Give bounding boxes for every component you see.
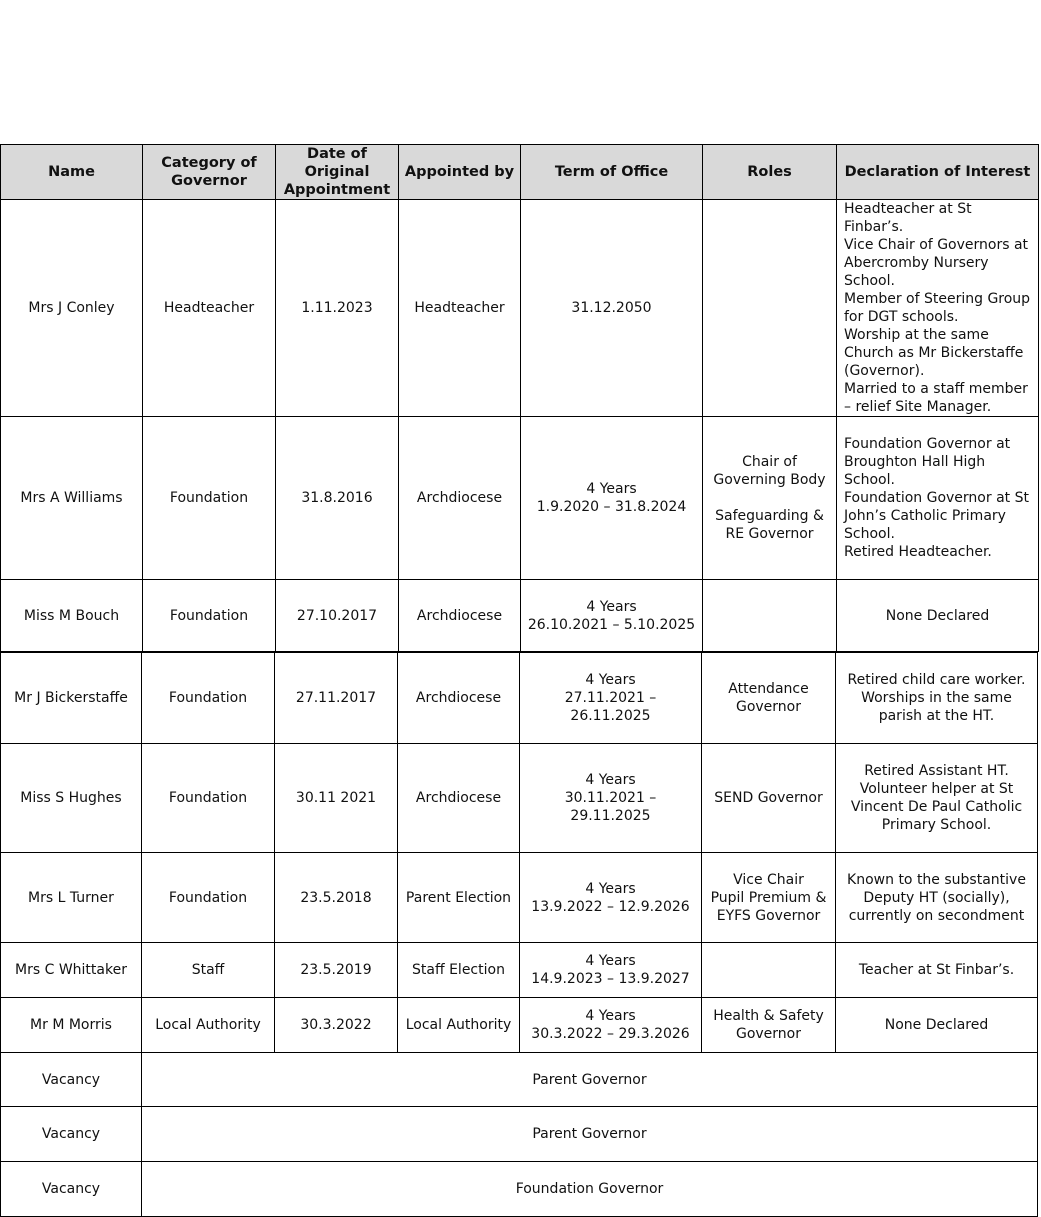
cell-appointed-by: Archdiocese: [399, 580, 521, 652]
cell-declaration: Retired Assistant HT. Volunteer helper at St Vincent De Paul Catholic Primary School.: [836, 744, 1038, 853]
cell-appointed-by: Local Authority: [398, 998, 520, 1053]
cell-term: 4 Years 30.11.2021 – 29.11.2025: [520, 744, 702, 853]
cell-date: 30.3.2022: [275, 998, 398, 1053]
table-row: [1, 943, 1038, 998]
cell-appointed-by: Archdiocese: [398, 653, 520, 744]
cell-name: Mrs C Whittaker: [1, 943, 142, 998]
cell-name: Miss M Bouch: [1, 580, 143, 652]
cell-date: 23.5.2018: [275, 853, 398, 943]
table-row: [1, 998, 1038, 1053]
cell-category: Foundation: [142, 744, 275, 853]
table-row: [1, 744, 1038, 853]
cell-roles: [702, 943, 836, 998]
cell-roles: Chair of Governing Body Safeguarding & RE Governor: [703, 417, 837, 580]
cell-roles: Vice Chair Pupil Premium & EYFS Governor: [702, 853, 836, 943]
cell-vacancy-type: Foundation Governor: [142, 1162, 1038, 1217]
header-declaration: Declaration of Interest: [837, 145, 1039, 200]
header-name: Name: [1, 145, 143, 200]
table-row: [1, 853, 1038, 943]
cell-date: 27.11.2017: [275, 653, 398, 744]
cell-name: Mrs J Conley: [1, 200, 143, 417]
cell-name: Mrs L Turner: [1, 853, 142, 943]
header-appointed-by: Appointed by: [399, 145, 521, 200]
cell-category: Foundation: [143, 580, 276, 652]
cell-term: 4 Years 26.10.2021 – 5.10.2025: [521, 580, 703, 652]
cell-date: 30.11 2021: [275, 744, 398, 853]
cell-name: Mrs A Williams: [1, 417, 143, 580]
cell-category: Foundation: [143, 417, 276, 580]
table-row: [1, 200, 1039, 417]
header-row: [1, 145, 1039, 200]
cell-appointed-by: Archdiocese: [398, 744, 520, 853]
cell-term: 4 Years 14.9.2023 – 13.9.2027: [520, 943, 702, 998]
header-date: Date of Original Appointment: [276, 145, 399, 200]
cell-roles: [703, 580, 837, 652]
cell-date: 27.10.2017: [276, 580, 399, 652]
vacancy-row: [1, 1162, 1038, 1217]
cell-declaration: None Declared: [836, 998, 1038, 1053]
cell-category: Foundation: [142, 653, 275, 744]
cell-name: Mr J Bickerstaffe: [1, 653, 142, 744]
cell-declaration: Teacher at St Finbar’s.: [836, 943, 1038, 998]
cell-appointed-by: Parent Election: [398, 853, 520, 943]
cell-roles: SEND Governor: [702, 744, 836, 853]
cell-name: Miss S Hughes: [1, 744, 142, 853]
cell-appointed-by: Headteacher: [399, 200, 521, 417]
cell-vacancy-type: Parent Governor: [142, 1107, 1038, 1162]
cell-roles: Health & Safety Governor: [702, 998, 836, 1053]
table-row: [1, 417, 1039, 580]
cell-name: Vacancy: [1, 1107, 142, 1162]
cell-vacancy-type: Parent Governor: [142, 1053, 1038, 1107]
governors-table-part-1: [0, 144, 1039, 652]
cell-term: 31.12.2050: [521, 200, 703, 417]
cell-roles: Attendance Governor: [702, 653, 836, 744]
cell-category: Staff: [142, 943, 275, 998]
vacancy-row: [1, 1053, 1038, 1107]
cell-category: Headteacher: [143, 200, 276, 417]
cell-category: Foundation: [142, 853, 275, 943]
cell-declaration: Retired child care worker. Worships in the same parish at the HT.: [836, 653, 1038, 744]
cell-date: 31.8.2016: [276, 417, 399, 580]
header-term: Term of Office: [521, 145, 703, 200]
cell-declaration: Known to the substantive Deputy HT (socially), currently on secondment: [836, 853, 1038, 943]
cell-name: Vacancy: [1, 1162, 142, 1217]
cell-declaration: Foundation Governor at Broughton Hall High School. Foundation Governor at St John’s Catholic Primary School. Retired Headteacher.: [837, 417, 1039, 580]
cell-term: 4 Years 27.11.2021 – 26.11.2025: [520, 653, 702, 744]
table-row: [1, 580, 1039, 652]
cell-roles: [703, 200, 837, 417]
cell-category: Local Authority: [142, 998, 275, 1053]
table-row: [1, 653, 1038, 744]
governors-table-part-2: [0, 652, 1038, 1217]
cell-name: Vacancy: [1, 1053, 142, 1107]
cell-term: 4 Years 13.9.2022 – 12.9.2026: [520, 853, 702, 943]
cell-date: 23.5.2019: [275, 943, 398, 998]
cell-date: 1.11.2023: [276, 200, 399, 417]
cell-term: 4 Years 1.9.2020 – 31.8.2024: [521, 417, 703, 580]
cell-declaration: Headteacher at St Finbar’s. Vice Chair of Governors at Abercromby Nursery School. Member of Steering Group for DGT schools. Worship at the same Church as Mr Bickerstaffe (Governor). Married to a staff member – relief Site Manager.: [837, 200, 1039, 417]
header-category: Category of Governor: [143, 145, 276, 200]
cell-name: Mr M Morris: [1, 998, 142, 1053]
cell-declaration: None Declared: [837, 580, 1039, 652]
vacancy-row: [1, 1107, 1038, 1162]
header-roles: Roles: [703, 145, 837, 200]
cell-appointed-by: Archdiocese: [399, 417, 521, 580]
cell-appointed-by: Staff Election: [398, 943, 520, 998]
cell-term: 4 Years 30.3.2022 – 29.3.2026: [520, 998, 702, 1053]
